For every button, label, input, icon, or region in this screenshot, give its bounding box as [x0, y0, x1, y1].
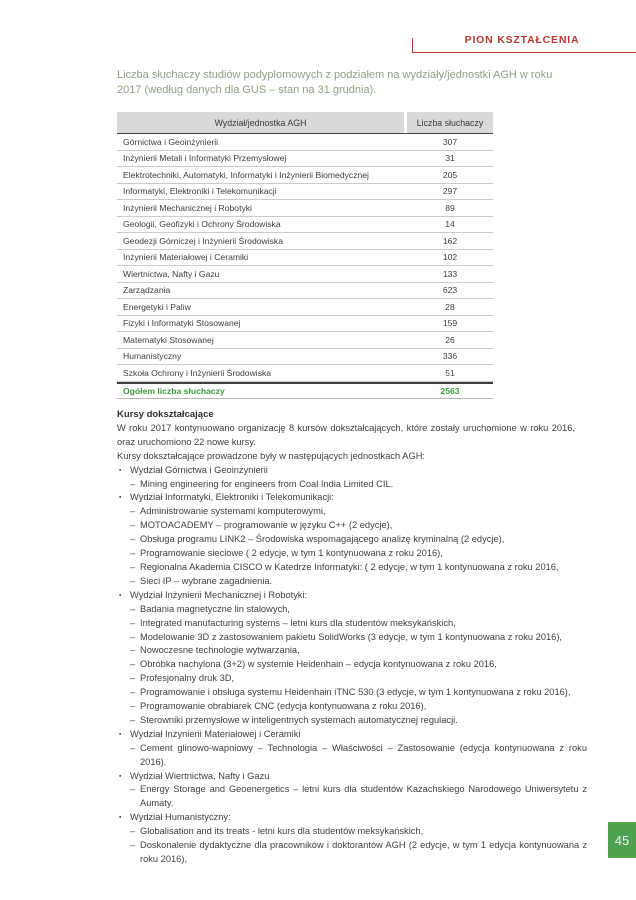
course-item-text: Obsługa programu LINK2 – Środowiska wspomagającego analizę kryminalną (2 edycje), — [140, 534, 505, 545]
course-item — [117, 505, 587, 519]
table-total-row — [117, 382, 493, 399]
course-unit-label: Wydział Informatyki, Elektroniki i Telekomunikacji: — [130, 492, 334, 503]
course-unit — [117, 811, 587, 825]
course-unit-label: Wydział Inżynierii Materiałowej i Ceramiki — [130, 728, 301, 739]
dash-icon: – — [130, 687, 136, 698]
student-count: 162 — [442, 235, 458, 246]
course-unit-label: Wydział Inżynierii Mechanicznej i Robotyki: — [130, 589, 308, 600]
table-row — [117, 200, 493, 217]
student-count: 336 — [442, 351, 458, 362]
dash-icon: – — [130, 840, 136, 851]
course-unit-label: Wydział Górnictwa i Geoinżynierii — [130, 464, 268, 475]
courses-intro-line: Kursy dokształcające prowadzone były w następujących jednostkach AGH: — [117, 450, 425, 461]
course-unit — [117, 589, 587, 603]
student-count: 26 — [445, 334, 455, 345]
dash-icon: – — [130, 617, 136, 628]
course-item — [117, 825, 587, 839]
faculty-name: Energetyki i Paliw — [123, 301, 191, 312]
table-row — [117, 365, 493, 382]
student-count: 623 — [442, 285, 458, 296]
table-row — [117, 184, 493, 201]
faculty-name: Humanistyczny — [123, 351, 182, 362]
dash-icon: – — [130, 534, 136, 545]
course-item-text: Modelowanie 3D z zastosowaniem pakietu SolidWorks (3 edycje, w tym 1 kontynuowana z roku 2016), — [140, 631, 563, 642]
course-unit-label: Wydział Humanistyczny: — [130, 812, 231, 823]
table-row — [117, 233, 493, 250]
student-count: 51 — [445, 367, 455, 378]
course-item — [117, 561, 587, 575]
course-item — [117, 672, 587, 686]
course-item-text: Nowoczesne technologie wytwarzania, — [140, 645, 300, 656]
course-item-text: Cement glinowo-wapniowy – Technologia – Właściwości – Zastosowanie (edycja kontynuowana z roku 2016). — [140, 742, 587, 767]
dash-icon: – — [130, 826, 136, 837]
course-unit-label: Wydział Wiertnictwa, Nafty i Gazu — [130, 770, 270, 781]
table-row — [117, 151, 493, 168]
course-item-text: Regionalna Akademia CISCO w Katedrze Informatyki: ( 2 edycje, w tym 1 kontynuowana z roku 2016, — [140, 561, 559, 572]
student-count: 307 — [442, 136, 458, 147]
course-item-text: Obróbka nachylona (3+2) w systemie Heidenhain – edycja kontynuowana z roku 2016, — [140, 659, 497, 670]
course-item-text: MOTOACADEMY – programowanie w języku C++ (2 edycje), — [140, 520, 393, 531]
faculty-name: Geodezji Górniczej i Inżynierii Środowiska — [123, 235, 284, 246]
header-rule — [412, 52, 636, 53]
course-item — [117, 519, 587, 533]
course-item-text: Profesjonalny druk 3D, — [140, 673, 235, 684]
bullet-square-icon: ▪ — [119, 466, 122, 474]
faculty-name: Geologii, Geofizyki i Ochrony Środowiska — [123, 219, 281, 230]
course-unit — [117, 728, 587, 742]
dash-icon: – — [130, 520, 136, 531]
table-row — [117, 134, 493, 151]
course-item-text: Doskonalenie dydaktyczne dla pracowników i doktorantów AGH (2 edycje, w tym 1 edycja kontynuowana z roku 2016), — [140, 840, 587, 864]
faculty-name: Matematyki Stosowanej — [123, 334, 214, 345]
courses-intro-paragraph: W roku 2017 kontynuowano organizację 8 kursów dokształcających, które zostały uruchomione w roku 2016, oraz uruchomiono 22 nowe kursy. — [117, 422, 575, 447]
course-item — [117, 686, 587, 700]
faculty-name: Zarządzania — [123, 285, 171, 296]
course-item-text: Sterowniki przemysłowe w inteligentnych systemach automatycznej regulacji. — [140, 714, 458, 725]
table-row — [117, 266, 493, 283]
dash-icon: – — [130, 575, 136, 586]
course-item-text: Administrowanie systemami komputerowymi, — [140, 506, 326, 517]
table-header-row — [117, 112, 493, 134]
course-item — [117, 547, 587, 561]
course-unit — [117, 464, 587, 478]
course-item-text: Programowanie sieciowe ( 2 edycje, w tym 1 kontynuowana z roku 2016), — [140, 548, 443, 559]
dash-icon: – — [130, 506, 136, 517]
course-item-text: Mining engineering for engineers from Coal India Limited CIL. — [140, 478, 394, 489]
bullet-square-icon: ▪ — [119, 494, 122, 502]
course-item — [117, 742, 587, 770]
faculty-name: Inżynierii Metali i Informatyki Przemysłowej — [123, 153, 287, 164]
dash-icon: – — [130, 673, 136, 684]
course-item — [117, 783, 587, 811]
course-item-text: Sieci IP – wybrane zagadnienia. — [140, 575, 273, 586]
bullet-square-icon: ▪ — [119, 814, 122, 822]
faculty-name: Inżynierii Materiałowej i Ceramiki — [123, 252, 249, 263]
student-count: 133 — [442, 268, 458, 279]
course-item — [117, 700, 587, 714]
bullet-square-icon: ▪ — [119, 591, 122, 599]
table-row — [117, 332, 493, 349]
courses-section — [117, 408, 587, 867]
course-item-text: Energy Storage and Geoenergetics – letni kurs dla studentów Kazachskiego Narodowego Uniwersytetu z Aumaty. — [140, 784, 587, 809]
course-item — [117, 617, 587, 631]
student-count: 297 — [442, 186, 458, 197]
table-row — [117, 167, 493, 184]
total-value: 2563 — [440, 385, 460, 396]
students-table — [117, 112, 493, 399]
total-label: Ogółem liczba słuchaczy — [123, 385, 225, 396]
table-body — [117, 134, 493, 382]
dash-icon: – — [130, 603, 136, 614]
course-item — [117, 603, 587, 617]
course-unit — [117, 491, 587, 505]
dash-icon: – — [130, 701, 136, 712]
dash-icon: – — [130, 742, 136, 753]
course-item-text: Badania magnetyczne lin stalowych, — [140, 603, 290, 614]
student-count: 205 — [442, 169, 458, 180]
course-item-text: Globalisation and its treats - letni kurs dla studentów meksykańskich, — [140, 826, 424, 837]
table-row — [117, 299, 493, 316]
table-row — [117, 283, 493, 300]
course-item-text: Integrated manufacturing systems – letni kurs dla studentów meksykańskich, — [140, 617, 456, 628]
bullet-square-icon: ▪ — [119, 772, 122, 780]
student-count: 159 — [442, 318, 458, 329]
dash-icon: – — [130, 659, 136, 670]
table-row — [117, 250, 493, 267]
course-item — [117, 575, 587, 589]
course-units — [117, 464, 587, 867]
faculty-name: Informatyki, Elektroniki i Telekomunikacji — [123, 186, 277, 197]
student-count: 31 — [445, 153, 455, 164]
faculty-name: Elektrotechniki, Automatyki, Informatyki i Inżynierii Biomedycznej — [123, 169, 369, 180]
dash-icon: – — [130, 478, 136, 489]
student-count: 102 — [442, 252, 458, 263]
dash-icon: – — [130, 561, 136, 572]
faculty-name: Fizyki i Informatyki Stosowanej — [123, 318, 241, 329]
courses-heading: Kursy dokształcające — [117, 409, 214, 420]
course-item-text: Programowanie obrabiarek CNC (edycja kontynuowana z roku 2016), — [140, 701, 427, 712]
dash-icon: – — [130, 631, 136, 642]
student-count: 14 — [445, 219, 455, 230]
faculty-name: Szkoła Ochrony i Inżynierii Środowiska — [123, 367, 272, 378]
dash-icon: – — [130, 645, 136, 656]
course-item — [117, 644, 587, 658]
course-item — [117, 631, 587, 645]
bullet-square-icon: ▪ — [119, 730, 122, 738]
student-count: 28 — [445, 301, 455, 312]
faculty-name: Górnictwa i Geoinżynierii — [123, 136, 219, 147]
course-item — [117, 533, 587, 547]
table-row — [117, 349, 493, 366]
dash-icon: – — [130, 548, 136, 559]
course-item — [117, 839, 587, 867]
section-header-label: PION KSZTAŁCENIA — [464, 34, 580, 46]
page-title: Liczba słuchaczy studiów podyplomowych z podziałem na wydziały/jednostki AGH w roku 2017 (według danych dla GUS – stan na 31 grudnia). — [117, 69, 553, 96]
table-header-faculty: Wydział/jednostka AGH — [117, 112, 404, 133]
faculty-name: Inżynierii Mechanicznej i Robotyki — [123, 202, 252, 213]
table-header-count: Liczba słuchaczy — [407, 112, 493, 133]
dash-icon: – — [130, 714, 136, 725]
course-unit — [117, 770, 587, 784]
faculty-name: Wiertnictwa, Nafty i Gazu — [123, 268, 220, 279]
course-item — [117, 714, 587, 728]
course-item-text: Programowanie i obsługa systemu Heidenhain iTNC 530 (3 edycje, w tym 1 kontynuowana z roku 2016), — [140, 687, 571, 698]
table-row — [117, 316, 493, 333]
course-item — [117, 658, 587, 672]
course-item — [117, 478, 587, 492]
table-row — [117, 217, 493, 234]
student-count: 89 — [445, 202, 455, 213]
dash-icon: – — [130, 784, 136, 795]
page-number-badge: 45 — [608, 822, 636, 858]
